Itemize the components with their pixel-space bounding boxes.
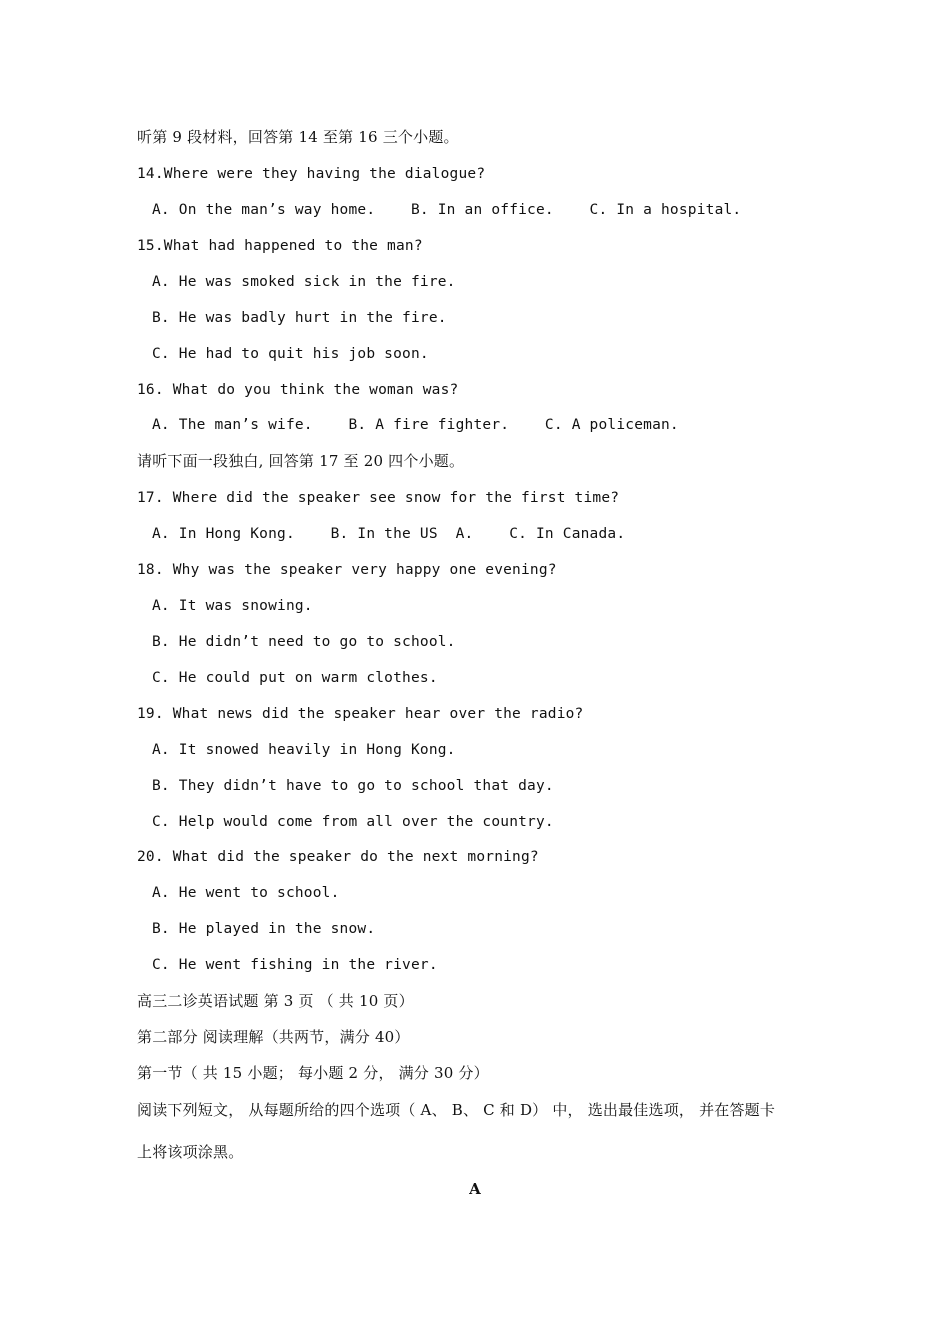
question-16-options: A. The man’s wife. B. A fire fighter. C. A policeman. <box>152 417 679 433</box>
monologue-instruction: 请听下面一段独白, 回答第 17 至 20 四个小题。 <box>137 452 465 470</box>
question-19-stem: 19. What news did the speaker hear over the radio? <box>137 706 584 722</box>
question-16-stem: 16. What do you think the woman was? <box>137 382 459 398</box>
question-15-option-b: B. He was badly hurt in the fire. <box>152 310 447 326</box>
page-footer: 高三二诊英语试题 第 3 页 （ 共 10 页） <box>137 992 414 1010</box>
question-20-option-c: C. He went fishing in the river. <box>152 957 438 973</box>
question-18-option-b: B. He didn’t need to go to school. <box>152 634 456 650</box>
question-15-stem: 15.What had happened to the man? <box>137 238 423 254</box>
question-15-option-a: A. He was smoked sick in the fire. <box>152 274 456 290</box>
question-18-option-c: C. He could put on warm clothes. <box>152 670 438 686</box>
passage-label: A <box>469 1180 481 1198</box>
section-instruction: 听第 9 段材料，回答第 14 至第 16 三个小题。 <box>137 128 459 146</box>
question-14-stem: 14.Where were they having the dialogue? <box>137 166 486 182</box>
question-19-option-b: B. They didn’t have to go to school that day. <box>152 778 554 794</box>
question-20-stem: 20. What did the speaker do the next morning? <box>137 849 539 865</box>
reading-instruction-line-2: 上将该项涂黑。 <box>137 1143 244 1161</box>
question-20-option-a: A. He went to school. <box>152 885 340 901</box>
question-14-options: A. On the man’s way home. B. In an office. C. In a hospital. <box>152 202 742 218</box>
question-15-option-c: C. He had to quit his job soon. <box>152 346 429 362</box>
question-20-option-b: B. He played in the snow. <box>152 921 376 937</box>
question-19-option-c: C. Help would come from all over the country. <box>152 814 554 830</box>
reading-instruction-line-1: 阅读下列短文， 从每题所给的四个选项（ A、 B、 C 和 D） 中， 选出最佳选项， 并在答题卡 <box>137 1101 776 1119</box>
question-18-stem: 18. Why was the speaker very happy one evening? <box>137 562 557 578</box>
question-17-stem: 17. Where did the speaker see snow for the first time? <box>137 490 620 506</box>
section-one-title: 第一节（ 共 15 小题； 每小题 2 分， 满分 30 分） <box>137 1064 489 1082</box>
question-19-option-a: A. It snowed heavily in Hong Kong. <box>152 742 456 758</box>
part-two-title: 第二部分 阅读理解（共两节，满分 40） <box>137 1028 410 1046</box>
question-17-options: A. In Hong Kong. B. In the US A. C. In Canada. <box>152 526 626 542</box>
question-18-option-a: A. It was snowing. <box>152 598 313 614</box>
